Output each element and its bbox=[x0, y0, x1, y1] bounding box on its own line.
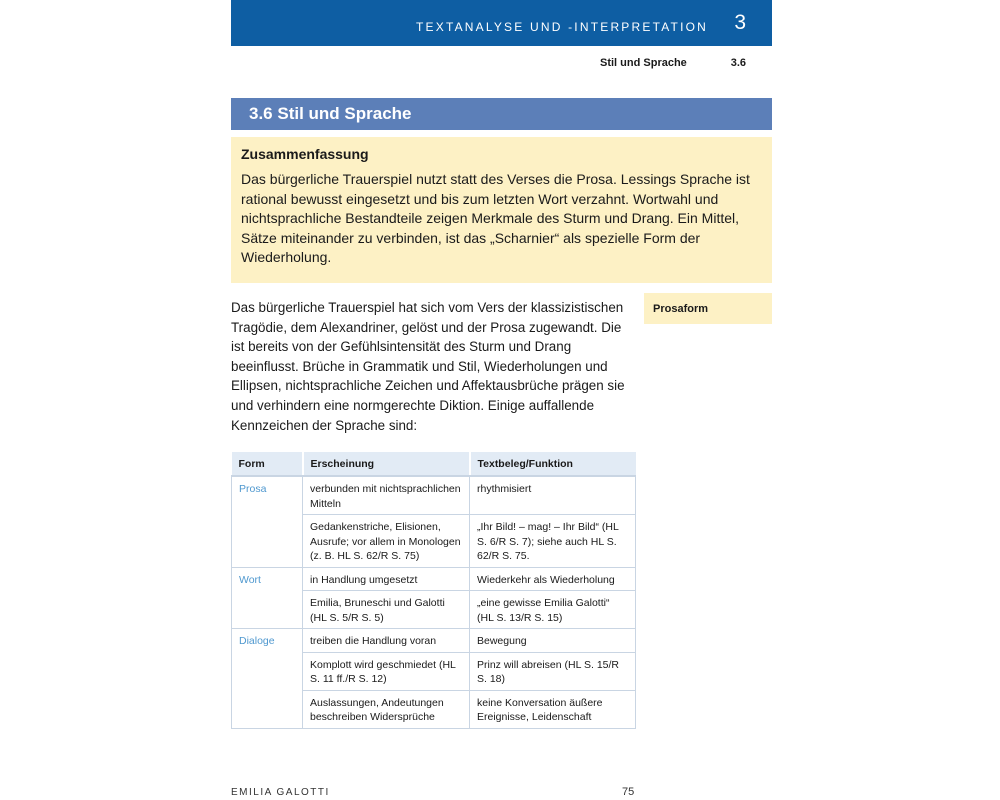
summary-text: Das bürgerliche Trauerspiel nutzt statt des Verses die Prosa. Lessings Sprache ist rational bewusst eingesetzt und bis zum letzten Wort verzahnt. Wortwahl und nichtsprachliche Bestandteile zeigen Merkmale des Sturm und Drang. Ein Mittel, Sätze miteinander zu verbinden, ist das „Scharnier“ als spezielle Form der Wiederholung. bbox=[241, 171, 750, 265]
textbeleg-cell: Prinz will abreisen (HL S. 15/R S. 18) bbox=[470, 652, 636, 690]
erscheinung-cell: Emilia, Bruneschi und Galotti (HL S. 5/R S. 5) bbox=[303, 591, 470, 629]
textbeleg-cell: Wiederkehr als Wiederholung bbox=[470, 567, 636, 591]
footer-page-number: 75 bbox=[622, 786, 635, 798]
table-header-textbeleg: Textbeleg/Funktion bbox=[470, 452, 636, 476]
table-row bbox=[232, 476, 636, 515]
chapter-title: TEXTANALYSE UND -INTERPRETATION bbox=[416, 20, 708, 34]
textbeleg-cell: „eine gewisse Emilia Galotti“ (HL S. 13/R S. 15) bbox=[470, 591, 636, 629]
erscheinung-cell: in Handlung umgesetzt bbox=[303, 567, 470, 591]
form-cell: Dialoge bbox=[232, 629, 303, 729]
table-header-form: Form bbox=[232, 452, 303, 476]
table-header-erscheinung: Erscheinung bbox=[303, 452, 470, 476]
chapter-number: 3 bbox=[734, 11, 746, 34]
table-row bbox=[232, 567, 636, 591]
style-table bbox=[231, 452, 636, 729]
margin-note: Prosaform bbox=[644, 293, 772, 324]
running-head bbox=[600, 57, 746, 69]
running-title: Stil und Sprache bbox=[600, 57, 687, 69]
table-header-row bbox=[232, 452, 636, 476]
textbeleg-cell: „Ihr Bild! – mag! – Ihr Bild“ (HL S. 6/R S. 7); siehe auch HL S. 62/R S. 75. bbox=[470, 515, 636, 568]
textbeleg-cell: keine Konversation äußere Ereignisse, Leidenschaft bbox=[470, 690, 636, 728]
table-row bbox=[232, 629, 636, 653]
summary-heading: Zusammenfassung bbox=[241, 146, 369, 162]
body-paragraph: Das bürgerliche Trauerspiel hat sich vom Vers der klassizistischen Tragödie, dem Alexandriner, gelöst und der Prosa zugewandt. Die ist bereits von der Gefühlsintensität des Sturm und Drang beeinflusst. Brüche in Grammatik und Stil, Wiederholungen und Ellipsen, nichtsprachliche Zeichen und Affektausbrüche prägen sie und verhindern eine normgerechte Diktion. Einige auffallende Kennzeichen der Sprache sind: bbox=[231, 300, 625, 433]
erscheinung-cell: verbunden mit nichtsprachlichen Mitteln bbox=[303, 476, 470, 515]
textbeleg-cell: rhythmisiert bbox=[470, 476, 636, 515]
section-title: 3.6 Stil und Sprache bbox=[231, 98, 772, 130]
footer-book-title: EMILIA GALOTTI bbox=[231, 787, 330, 798]
erscheinung-cell: Komplott wird geschmiedet (HL S. 11 ff./R S. 12) bbox=[303, 652, 470, 690]
running-number: 3.6 bbox=[730, 57, 746, 69]
form-cell: Prosa bbox=[232, 476, 303, 567]
erscheinung-cell: Gedankenstriche, Elisionen, Ausrufe; vor allem in Monologen (z. B. HL S. 62/R S. 75) bbox=[303, 515, 470, 568]
textbeleg-cell: Bewegung bbox=[470, 629, 636, 653]
chapter-header-band bbox=[231, 0, 772, 46]
erscheinung-cell: treiben die Handlung voran bbox=[303, 629, 470, 653]
erscheinung-cell: Auslassungen, Andeutungen beschreiben Widersprüche bbox=[303, 690, 470, 728]
form-cell: Wort bbox=[232, 567, 303, 629]
summary-box bbox=[231, 137, 772, 283]
